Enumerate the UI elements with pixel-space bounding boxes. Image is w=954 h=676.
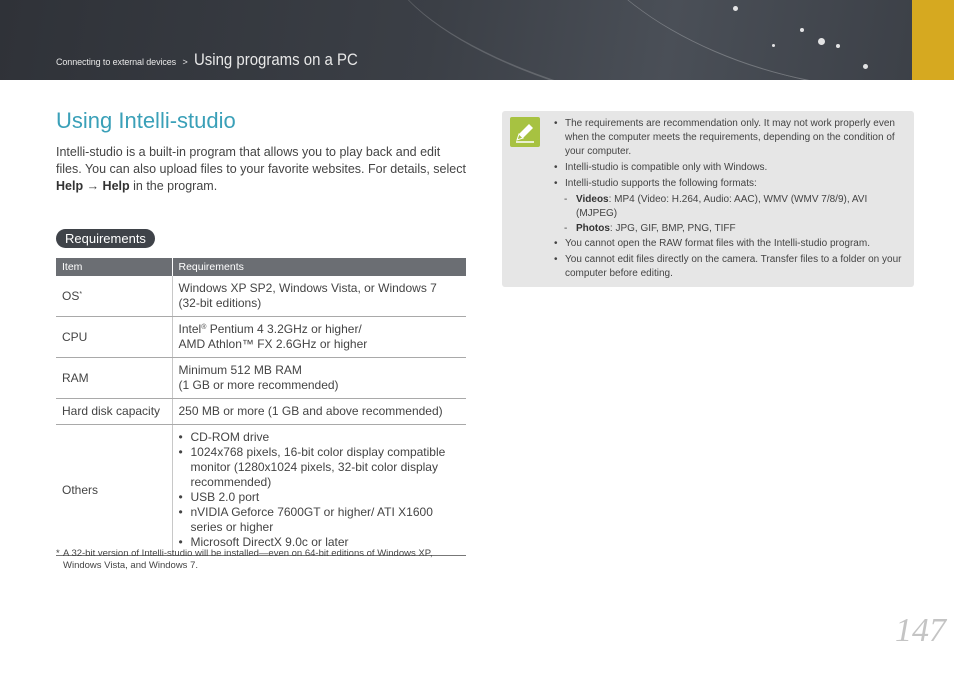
row-requirements <box>172 358 466 399</box>
list-item: • You cannot open the RAW format files with the Intelli-studio program. <box>554 237 908 251</box>
row-requirements <box>172 425 466 556</box>
page-title: Using Intelli-studio <box>56 108 236 133</box>
note-box <box>502 111 914 287</box>
page-number: 147 <box>895 612 946 649</box>
breadcrumb-current: Using programs on a PC <box>194 50 359 69</box>
header-sparkle <box>800 28 804 32</box>
registered-mark: ® <box>201 324 207 331</box>
others-list <box>179 430 461 550</box>
format-label: Photos <box>576 223 610 234</box>
breadcrumb <box>56 50 380 70</box>
format-text: : MP4 (Video: H.264, Audio: AAC), WMV (WMV 7/8/9), AVI (MJPEG) <box>576 194 868 219</box>
os-label: OS <box>62 288 80 303</box>
dash: - <box>564 223 568 234</box>
format-label: Videos <box>576 194 609 205</box>
row-requirements <box>172 276 466 317</box>
breadcrumb-separator: > <box>182 57 188 67</box>
cpu-requirement-line: AMD Athlon™ FX 2.6GHz or higher <box>178 337 368 351</box>
row-item: CPU <box>56 317 172 358</box>
chapter-tab <box>912 0 954 80</box>
footnote-mark: * <box>56 548 60 559</box>
row-item: Others <box>56 425 172 556</box>
list-item: • CD-ROM drive <box>179 430 461 445</box>
dash: - <box>564 194 568 205</box>
row-requirements: 250 MB or more (1 GB and above recommended) <box>172 399 466 425</box>
header-sparkle <box>863 64 868 69</box>
table-row <box>56 399 466 425</box>
table-row <box>56 425 466 556</box>
column-header-item: Item <box>56 258 172 276</box>
page-header <box>0 0 954 80</box>
breadcrumb-parent[interactable]: Connecting to external devices <box>56 57 177 67</box>
format-item-photos <box>554 222 908 236</box>
table-header-row <box>56 258 466 276</box>
intro-text: Intelli-studio is a built-in program that allows you to play back and edit files. You can also upload files to your favorite websites. For details, select <box>56 145 466 176</box>
list-item: • 1024x768 pixels, 16-bit color display compatible monitor (1280x1024 pixels, 32-bit color display recommended) <box>179 445 461 490</box>
header-sparkle <box>733 6 738 11</box>
table-row <box>56 317 466 358</box>
footnote-text: A 32-bit version of Intelli-studio will be installed—even on 64-bit editions of Windows XP, Windows Vista, and Windows 7. <box>63 548 433 571</box>
pencil-icon <box>510 117 540 147</box>
requirements-heading: Requirements <box>56 229 155 248</box>
list-item: • You cannot edit files directly on the camera. Transfer files to a folder on your computer before editing. <box>554 253 908 281</box>
format-item-videos <box>554 193 908 221</box>
help-menu-label: Help <box>56 179 84 193</box>
row-item: Hard disk capacity <box>56 399 172 425</box>
table-row <box>56 358 466 399</box>
list-item: • USB 2.0 port <box>179 490 461 505</box>
ram-requirement-line: Minimum 512 MB RAM <box>178 363 302 377</box>
ram-requirement-line: (1 GB or more recommended) <box>178 378 339 392</box>
arrow: → <box>83 179 103 193</box>
os-requirement-line: Windows XP SP2, Windows Vista, or Windows 7 <box>178 281 437 295</box>
table-row <box>56 276 466 317</box>
list-item: • Intelli-studio supports the following formats: <box>554 177 908 191</box>
row-item: RAM <box>56 358 172 399</box>
list-item: • Intelli-studio is compatible only with Windows. <box>554 161 908 175</box>
intro-paragraph <box>56 144 466 195</box>
os-requirement-line: (32-bit editions) <box>178 296 262 310</box>
cpu-intel-spec: Pentium 4 3.2GHz or higher/ <box>206 322 362 336</box>
note-list <box>554 117 908 283</box>
header-sparkle <box>772 44 775 47</box>
list-item: • Microsoft DirectX 9.0c or later <box>179 535 461 550</box>
help-submenu-label: Help <box>102 179 130 193</box>
header-sparkle <box>836 44 840 48</box>
intro-text-end: in the program. <box>129 179 218 193</box>
footnote <box>56 548 466 572</box>
footnote-mark: * <box>79 290 83 298</box>
row-item <box>56 276 172 317</box>
row-requirements <box>172 317 466 358</box>
list-item: • nVIDIA Geforce 7600GT or higher/ ATI X1600 series or higher <box>179 505 461 535</box>
column-header-requirements: Requirements <box>172 258 466 276</box>
header-sparkle <box>818 38 825 45</box>
list-item: • The requirements are recommendation only. It may not work properly even when the computer meets the requirements, depending on the condition of your computer. <box>554 117 908 159</box>
requirements-table <box>56 258 466 556</box>
format-text: : JPG, GIF, BMP, PNG, TIFF <box>609 223 736 234</box>
cpu-intel-label: Intel <box>178 322 202 336</box>
cpu-requirement-line <box>179 322 461 337</box>
